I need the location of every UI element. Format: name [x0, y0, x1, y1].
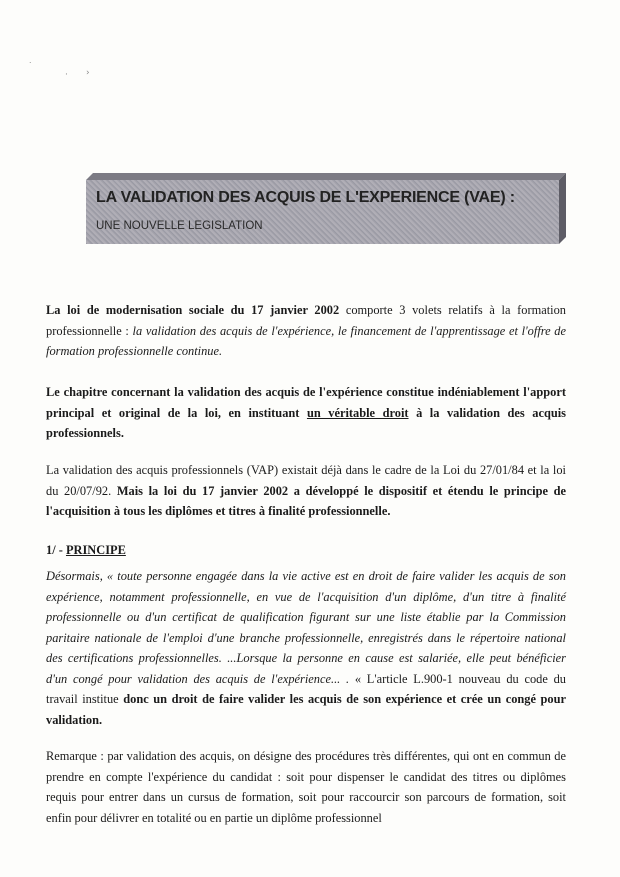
paragraph-vap — [46, 460, 566, 522]
chapter-right-emphasis: un véritable droit — [306, 405, 409, 420]
principe-quote: d'un congé pour validation des acquis de l'expérience... . — [46, 671, 355, 686]
section-number: 1/ - — [46, 543, 66, 557]
principe-emphasis: donc un droit de faire valider les acquis de son expérience et crée un congé pour — [123, 692, 567, 706]
scan-speck: ˙ — [28, 62, 33, 72]
document-title: LA VALIDATION DES ACQUIS DE L'EXPERIENCE (VAE) : — [96, 189, 515, 206]
remarque-text: requis pour entrer dans un cursus de formation, soit pour raccourcir son parcours de formation, soit — [46, 790, 566, 804]
paragraph-remarque — [46, 746, 566, 828]
intro-volets: la validation des acquis de l'expérience, le financement de l'apprentissage et l'offre de — [132, 323, 566, 338]
paragraph-principe — [46, 566, 566, 730]
intro-text: professionnelle : — [46, 323, 133, 338]
principe-article: travail institue — [46, 692, 124, 706]
paragraph-intro — [46, 300, 566, 362]
principe-article: « L'article L.900-1 nouveau du code du — [354, 671, 566, 686]
chapter-text: principal et original de la loi, en instituant — [46, 405, 307, 420]
chapter-text: professionnels. — [46, 426, 124, 440]
chapter-text: Le chapitre concernant la validation des acquis de l'expérience constitue indéniablement l'apport — [46, 385, 566, 399]
remarque-text: enfin pour délivrer en totalité ou en partie un diplôme professionnel — [46, 810, 382, 825]
chapter-text: à la validation des acquis — [408, 405, 567, 420]
vap-emphasis: l'acquisition à tous les diplômes et titres à finalité professionnelle. — [46, 504, 391, 518]
title-banner-top-face — [86, 173, 566, 180]
principe-quote: paritaire nationale de l'emploi d'une branche professionnelle, enregistrés dans le répertoire national — [46, 630, 566, 645]
intro-text: comporte 3 volets relatifs à la formation — [339, 303, 566, 317]
intro-volets: formation professionnelle continue. — [46, 344, 223, 358]
remarque-text: prendre en compte l'expérience du candidat : soit pour dispenser le candidat des titres ou diplômes — [46, 769, 566, 784]
document-subtitle: UNE NOUVELLE LEGISLATION — [96, 220, 263, 232]
scan-speck: › — [86, 68, 90, 78]
vap-text: La validation des acquis professionnels (VAP) existait déjà dans le cadre de la Loi du 27/01/84 et la loi — [46, 463, 566, 477]
principe-emphasis: validation. — [46, 712, 103, 727]
paragraph-chapter — [46, 382, 566, 444]
section-heading-principe — [46, 543, 126, 558]
remarque-text: Remarque : par validation des acquis, on désigne des procédures très différentes, qui ont en commun de — [46, 749, 566, 763]
principe-quote: professionnelle ou d'un certificat de qualification figurant sur une liste établie par la Commission — [46, 610, 566, 624]
title-banner-side-face — [559, 173, 566, 244]
principe-quote: Désormais, « toute personne engagée dans la vie active est en droit de faire valider les acquis de son — [46, 569, 566, 583]
scan-speck: · — [65, 70, 68, 80]
section-label: PRINCIPE — [65, 543, 126, 557]
vap-emphasis: Mais la loi du 17 janvier 2002 a développé le dispositif et étendu le principe de — [116, 483, 566, 498]
principe-quote: expérience, notamment professionnelle, en vue de l'acquisition d'un diplôme, d'un titre à finalité — [46, 589, 566, 604]
vap-text: du 20/07/92. — [46, 483, 117, 498]
principe-quote: des certifications professionnelles. ...Lorsque la personne en cause est salariée, elle peut bénéficier — [46, 651, 566, 665]
intro-law-reference: La loi de modernisation sociale du 17 janvier 2002 — [46, 303, 340, 317]
